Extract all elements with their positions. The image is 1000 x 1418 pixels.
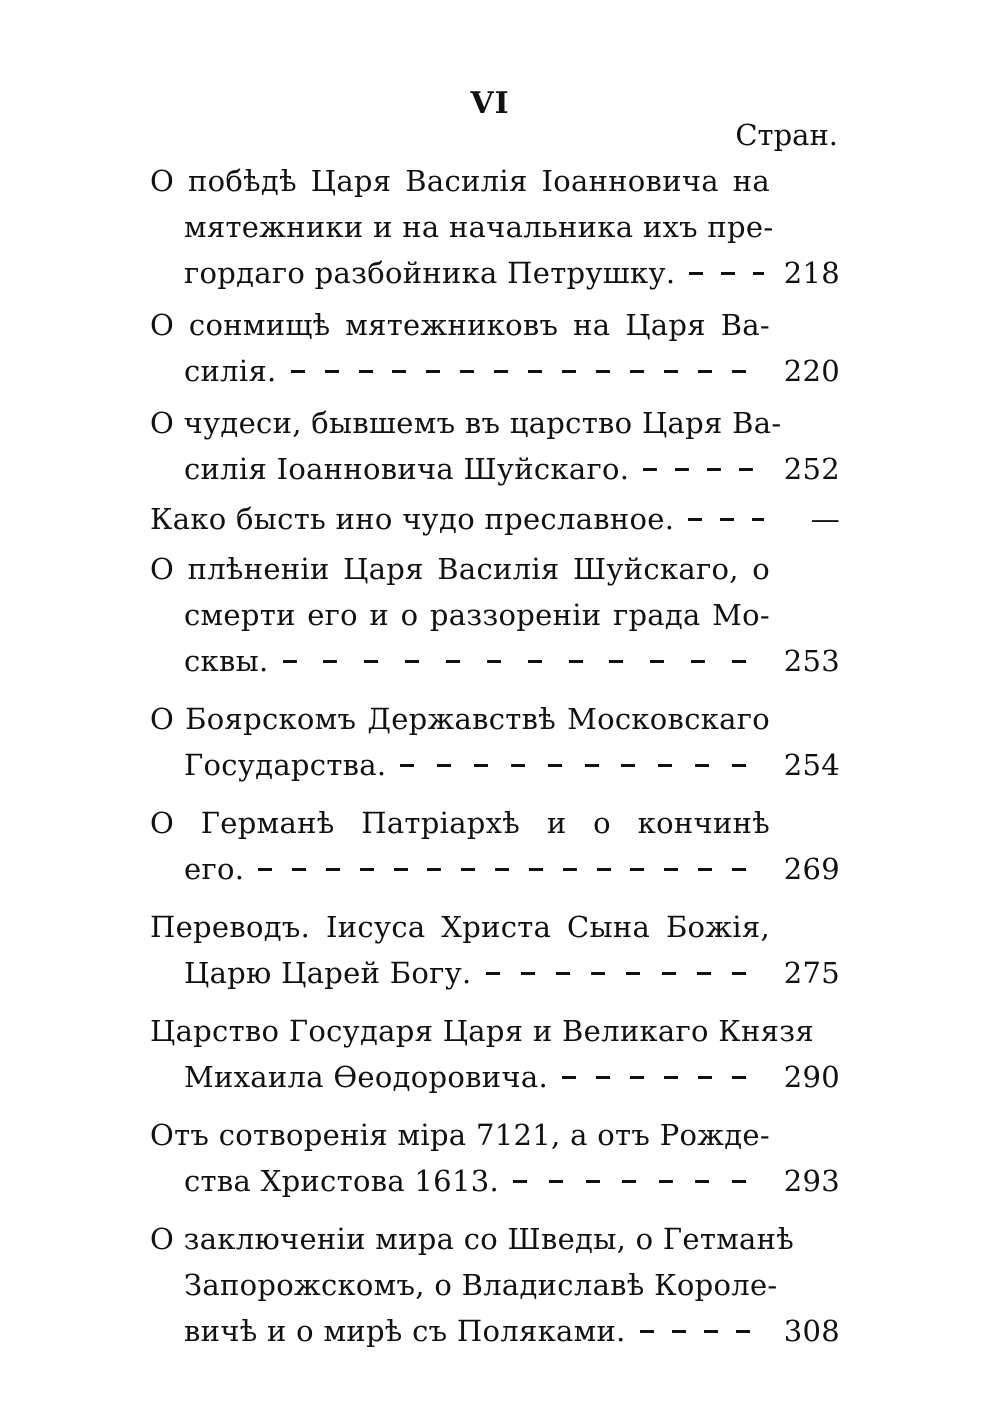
toc-entry <box>150 302 840 394</box>
leader-dash <box>283 660 297 663</box>
leader-dash <box>360 868 374 871</box>
toc-entry-line: мятежники и на начальника ихъ пре- <box>184 210 774 244</box>
toc-entry-last-line <box>150 1158 840 1204</box>
leader-dash <box>664 868 678 871</box>
leader-dash <box>688 518 702 521</box>
dot-leader <box>291 348 764 394</box>
dot-leader <box>400 742 764 788</box>
toc-page-number: 252 <box>783 452 840 486</box>
leader-dash <box>258 868 272 871</box>
leader-dash <box>548 764 562 767</box>
toc-entry-text: силія. <box>184 354 277 388</box>
leader-dash <box>563 868 577 871</box>
leader-dash <box>630 1076 644 1079</box>
leader-dash <box>521 972 535 975</box>
leader-dash <box>675 468 689 471</box>
leader-dash <box>664 1076 678 1079</box>
toc-entry-last-line <box>150 742 840 788</box>
leader-dash <box>626 972 640 975</box>
toc-entry <box>150 496 840 542</box>
leader-dash <box>591 972 605 975</box>
dot-leader <box>689 250 764 296</box>
leader-dash <box>732 764 746 767</box>
leader-dash <box>460 370 474 373</box>
leader-dash <box>392 370 406 373</box>
toc-entry-last-line <box>150 846 840 892</box>
leader-dash <box>474 764 488 767</box>
toc-entry-line: Царство Государя Царя и Великаго Князя <box>150 1014 814 1048</box>
toc-entry-line: Переводъ. Іисуса Христа Сына Божія, <box>150 910 770 944</box>
leader-dash <box>720 518 734 521</box>
leader-dash <box>528 370 542 373</box>
leader-dash <box>664 370 678 373</box>
leader-dash <box>672 1330 686 1333</box>
leader-dash <box>596 370 610 373</box>
toc-entry <box>150 400 840 492</box>
dot-leader <box>283 638 765 684</box>
leader-dash <box>486 972 500 975</box>
leader-dash <box>549 1180 563 1183</box>
leader-dash <box>739 468 753 471</box>
toc-entry-last-line <box>150 950 840 996</box>
leader-dash <box>513 1180 527 1183</box>
toc-entry <box>150 158 840 296</box>
leader-dash <box>364 660 378 663</box>
toc-page-number: 269 <box>783 852 840 886</box>
toc-entry-last-line <box>150 250 840 296</box>
leader-dash <box>609 660 623 663</box>
leader-dash <box>752 518 764 521</box>
leader-dash <box>569 660 583 663</box>
leader-dash <box>511 764 525 767</box>
leader-dash <box>529 868 543 871</box>
leader-dash <box>695 764 709 767</box>
page-number: VI <box>470 86 510 121</box>
leader-dash <box>736 1330 750 1333</box>
toc-entry-last-line <box>150 1054 840 1100</box>
leader-dash <box>630 370 644 373</box>
leader-dash <box>721 272 735 275</box>
leader-dash <box>643 468 657 471</box>
toc-entry-line: О побѣдѣ Царя Василія Іоанновича на <box>150 164 770 198</box>
toc-entry-line: Запорожскомъ, о Владиславѣ Короле- <box>184 1268 778 1302</box>
leader-dash <box>494 370 508 373</box>
toc-page-number: 218 <box>783 256 840 290</box>
leader-dash <box>732 1076 746 1079</box>
toc-page-number: 293 <box>783 1164 840 1198</box>
dot-leader <box>643 446 764 492</box>
leader-dash <box>630 868 644 871</box>
toc-entry-line: О Боярскомъ Державствѣ Московскаго <box>150 702 770 736</box>
leader-dash <box>461 868 475 871</box>
toc-entry-last-line <box>150 496 840 542</box>
toc-entry-text: Како бысть ино чудо преславное. <box>150 502 675 536</box>
leader-dash <box>585 764 599 767</box>
leader-dash <box>659 1180 673 1183</box>
toc-entry-line: О заключеніи мира со Шведы, о Гетманѣ <box>150 1222 795 1256</box>
toc-page-number: 290 <box>783 1060 840 1094</box>
leader-dash <box>528 660 542 663</box>
leader-dash <box>394 868 408 871</box>
toc-entry <box>150 1008 840 1100</box>
toc-entry-line: Отъ сотворенія міра 7121, а отъ Рожде- <box>150 1118 770 1152</box>
leader-dash <box>707 468 721 471</box>
toc-entry-last-line <box>150 1308 840 1354</box>
toc-entry-line: О чудеси, бывшемъ въ царство Царя Ва- <box>150 406 782 440</box>
toc-entry-text: сквы. <box>184 644 269 678</box>
leader-dash <box>405 660 419 663</box>
leader-dash <box>695 1180 709 1183</box>
toc-entry <box>150 904 840 996</box>
leader-dash <box>622 1180 636 1183</box>
toc-entry-last-line <box>150 348 840 394</box>
toc-entry <box>150 696 840 788</box>
leader-dash <box>291 370 305 373</box>
leader-dash <box>325 370 339 373</box>
leader-dash <box>698 1076 712 1079</box>
dot-leader <box>258 846 764 892</box>
toc-entry-line: смерти его и о раззореніи града Мо- <box>184 598 770 632</box>
leader-dash <box>732 370 746 373</box>
page-column-label: Стран. <box>735 118 838 152</box>
toc-entry <box>150 1112 840 1204</box>
leader-dash <box>427 868 441 871</box>
leader-dash <box>698 370 712 373</box>
leader-dash <box>400 764 414 767</box>
leader-dash <box>495 868 509 871</box>
leader-dash <box>292 868 306 871</box>
toc-entry-text: вичѣ и о мирѣ съ Поляками. <box>184 1314 626 1348</box>
leader-dash <box>732 868 746 871</box>
leader-dash <box>704 1330 718 1333</box>
toc-entry-text: Михаила Ѳеодоровича. <box>184 1060 548 1094</box>
toc-entry-text: гордаго разбойника Петрушку. <box>184 256 676 290</box>
toc-entry <box>150 546 840 684</box>
leader-dash <box>698 868 712 871</box>
leader-dash <box>437 764 451 767</box>
toc-page-number: 254 <box>783 748 840 782</box>
toc-entry-text: силія Іоанновича Шуйскаго. <box>184 452 630 486</box>
leader-dash <box>487 660 501 663</box>
leader-dash <box>650 660 664 663</box>
leader-dash <box>691 660 705 663</box>
leader-dash <box>556 972 570 975</box>
leader-dash <box>621 764 635 767</box>
toc-page-number: 220 <box>783 354 840 388</box>
leader-dash <box>689 272 703 275</box>
toc-page-number: 308 <box>783 1314 840 1348</box>
leader-dash <box>732 660 746 663</box>
toc-page-number: 253 <box>783 644 840 678</box>
toc-entry <box>150 1216 840 1354</box>
leader-dash <box>586 1180 600 1183</box>
leader-dash <box>596 1076 610 1079</box>
toc-page-number: — <box>810 502 840 536</box>
leader-dash <box>732 1180 746 1183</box>
toc-entry-line: О сонмищѣ мятежниковъ на Царя Ва- <box>150 308 770 342</box>
leader-dash <box>562 370 576 373</box>
leader-dash <box>326 868 340 871</box>
leader-dash <box>446 660 460 663</box>
leader-dash <box>597 868 611 871</box>
dot-leader <box>688 496 764 542</box>
dot-leader <box>513 1158 764 1204</box>
dot-leader <box>640 1308 764 1354</box>
table-of-contents <box>150 158 840 1354</box>
toc-entry-last-line <box>150 638 840 684</box>
toc-entry-text: ства Христова 1613. <box>184 1164 499 1198</box>
leader-dash <box>323 660 337 663</box>
toc-entry <box>150 800 840 892</box>
leader-dash <box>359 370 373 373</box>
dot-leader <box>562 1054 764 1100</box>
leader-dash <box>562 1076 576 1079</box>
leader-dash <box>426 370 440 373</box>
toc-entry-line: О Германѣ Патріархѣ и о кончинѣ <box>150 806 770 840</box>
toc-entry-text: Царю Царей Богу. <box>184 956 472 990</box>
toc-entry-line: О плѣненіи Царя Василія Шуйскаго, о <box>150 552 770 586</box>
leader-dash <box>658 764 672 767</box>
leader-dash <box>640 1330 654 1333</box>
dot-leader <box>486 950 764 996</box>
leader-dash <box>732 972 746 975</box>
leader-dash <box>753 272 764 275</box>
toc-entry-text: его. <box>184 852 245 886</box>
leader-dash <box>662 972 676 975</box>
toc-entry-last-line <box>150 446 840 492</box>
leader-dash <box>697 972 711 975</box>
toc-page-number: 275 <box>783 956 840 990</box>
toc-entry-text: Государства. <box>184 748 387 782</box>
